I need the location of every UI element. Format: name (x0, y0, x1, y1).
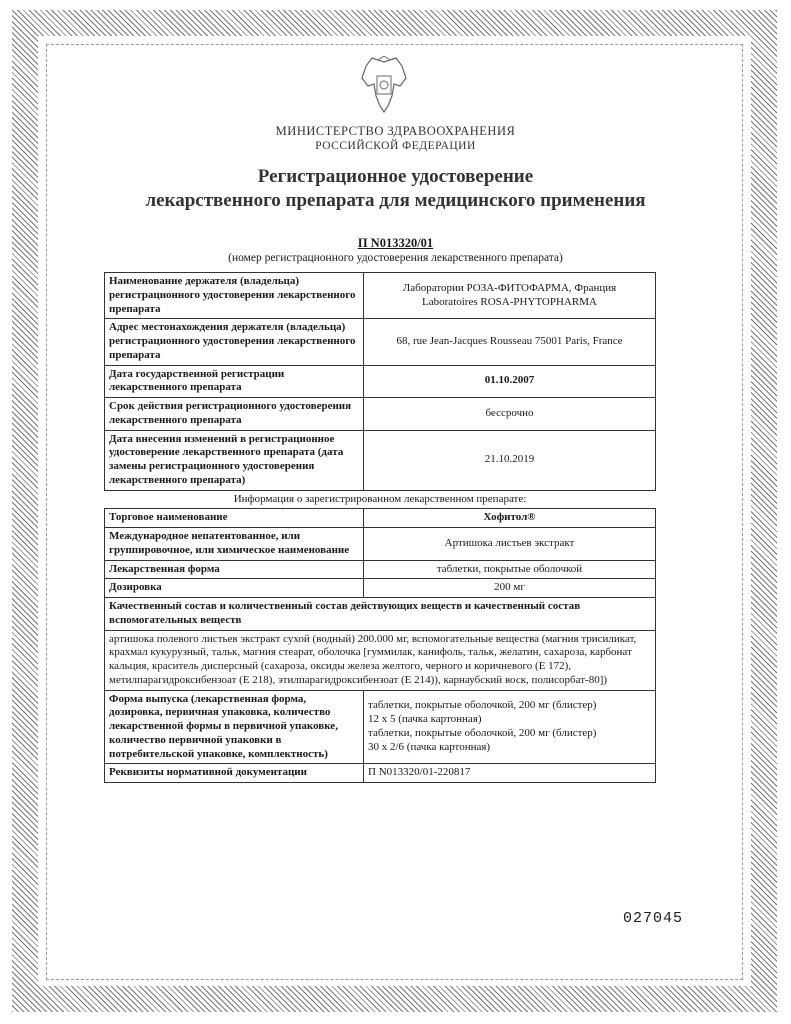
table-row (105, 560, 656, 579)
holder-address-value: 68, rue Jean-Jacques Rousseau 75001 Paris, France (364, 319, 656, 365)
document-title: Регистрационное удостоверение (257, 166, 534, 187)
composition-heading: Качественный состав и количественный состав действующих веществ и качественный состав вспомогательных веществ (105, 598, 656, 631)
normative-doc-label: Реквизиты нормативной документации (105, 764, 364, 783)
table-row (105, 690, 656, 764)
table-row (105, 430, 656, 490)
release-form-line: 12 x 5 (пачка картонная) (368, 713, 482, 726)
change-date-value: 21.10.2019 (364, 430, 656, 490)
holder-name-ru: Лаборатории РОЗА-ФИТОФАРМА, Франция (402, 281, 617, 294)
table-row (105, 398, 656, 431)
release-form-line: таблетки, покрытые оболочкой, 200 мг (блистер) (368, 699, 597, 712)
coat-of-arms-icon (358, 56, 410, 116)
dosage-form-label: Лекарственная форма (105, 560, 364, 579)
inn-value: Артишока листьев экстракт (364, 528, 656, 561)
table-row (105, 579, 656, 598)
table-row (105, 365, 656, 398)
trade-name-value: Хофитол® (364, 509, 656, 528)
release-form-value (364, 690, 656, 764)
table-row (105, 528, 656, 561)
ministry-country: РОССИЙСКОЙ ФЕДЕРАЦИИ (315, 140, 476, 152)
holder-name-label: Наименование держателя (владельца) регистрационного удостоверения лекарственного препарата (105, 273, 364, 319)
table-row (105, 598, 656, 631)
trade-name-label: Торговое наименование (105, 509, 364, 528)
table-row (105, 319, 656, 365)
registration-table (104, 272, 656, 783)
release-form-line: таблетки, покрытые оболочкой, 200 мг (блистер) (368, 726, 597, 739)
release-form-line: 30 x 2/6 (пачка картонная) (368, 740, 491, 753)
validity-value: бессрочно (364, 398, 656, 431)
holder-name-value (364, 273, 656, 319)
change-date-label: Дата внесения изменений в регистрационное удостоверение лекарственного препарата (дата замены регистрационного удостоверения лекарственного препарата) (105, 430, 364, 490)
table-row (105, 490, 656, 509)
registration-number: П N013320/01 (357, 236, 434, 250)
table-row (105, 630, 656, 690)
composition-text: артишока полевого листьев экстракт сухой (водный) 200.000 мг, вспомогательные вещества (магния трисиликат, крахмал кукурузный, тальк, магния стеарат, оболочка [гуммилак, канифоль, тальк, желатин, сахароза, карбонат кальция, краситель дисперсный (сахароза, оксиды железа желтого, черного и коричневого (Е 172), метилпарагидроксибензоат (Е 218), этилпарагидроксибензоат (Е 214)), карнаубский воск, полисорбат-80]) (105, 630, 656, 690)
registration-date-label: Дата государственной регистрации лекарственного препарата (105, 365, 364, 398)
release-form-label: Форма выпуска (лекарственная форма, дозировка, первичная упаковка, количество лекарственной формы в первичной упаковке, количество первичной упаковки в потребительской упаковке, комплектность) (105, 690, 364, 764)
validity-label: Срок действия регистрационного удостоверения лекарственного препарата (105, 398, 364, 431)
dosage-value: 200 мг (364, 579, 656, 598)
ministry-name: МИНИСТЕРСТВО ЗДРАВООХРАНЕНИЯ (275, 124, 516, 138)
holder-address-label: Адрес местонахождения держателя (владельца) регистрационного удостоверения лекарственного препарата (105, 319, 364, 365)
dosage-label: Дозировка (105, 579, 364, 598)
serial-number: 027045 (623, 910, 684, 927)
table-row (105, 509, 656, 528)
inn-label: Международное непатентованное, или группировочное, или химическое наименование (105, 528, 364, 561)
normative-doc-value: П N013320/01-220817 (364, 764, 656, 783)
holder-name-fr: Laboratoires ROSA-PHYTOPHARMA (422, 295, 597, 308)
registration-date-value: 01.10.2007 (364, 365, 656, 398)
registration-number-note: (номер регистрационного удостоверения лекарственного препарата) (228, 252, 563, 264)
dosage-form-value: таблетки, покрытые оболочкой (364, 560, 656, 579)
info-heading: Информация о зарегистрированном лекарственном препарате: (105, 490, 656, 509)
document-subtitle: лекарственного препарата для медицинского применения (145, 190, 646, 211)
table-row (105, 273, 656, 319)
table-row (105, 764, 656, 783)
